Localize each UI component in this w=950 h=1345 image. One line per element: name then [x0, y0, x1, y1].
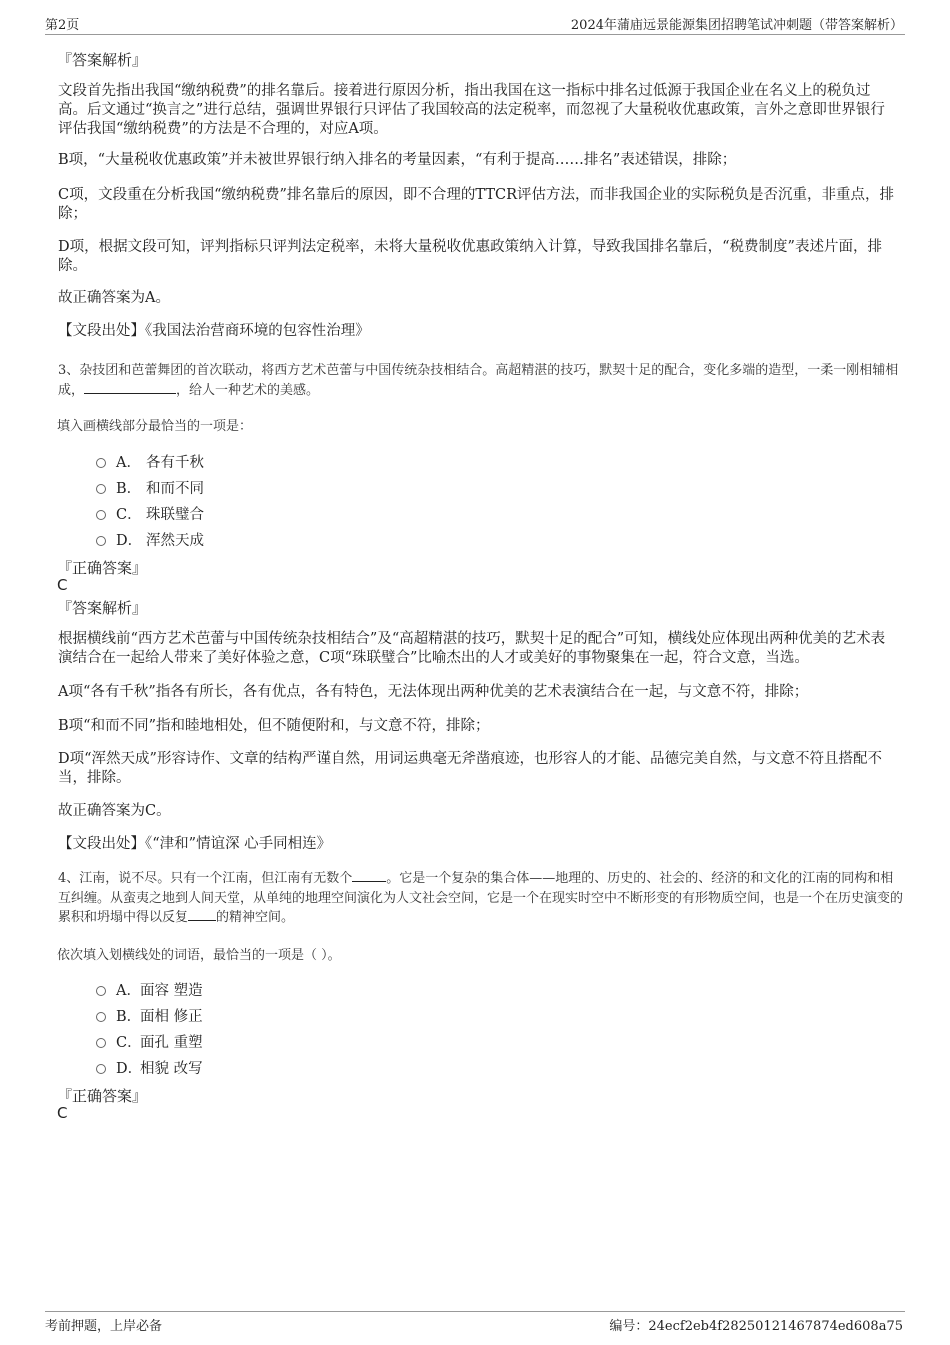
q3-stem-part1: 3、杂技团和芭蕾舞团的首次联动，将西方艺术芭蕾与中国传统杂技相结合。高超精湛的技巧，默契十足的配合，变化多端的造型，一柔一刚相辅相成， — [58, 363, 899, 398]
q2-analysis-p1: 文段首先指出我国“缴纳税费”的排名靠后。接着进行原因分析，指出我国在这一指标中排名过低源于我国企业在名义上的税负过高。后文通过“换言之”进行总结，强调世界银行只评估了我国较高的法定税率，而忽视了大量税收优惠政策，言外之意即世界银行评估我国“缴纳税费”的方法是不合理的，对应A项。 — [58, 83, 885, 137]
q3-option-a[interactable]: A． 各有千秋 — [96, 451, 204, 472]
q3-analysis-p1: 根据横线前“西方艺术芭蕾与中国传统杂技相结合”及“高超精湛的技巧，默契十足的配合”可知，横线处应体现出两种优美的艺术表演结合在一起给人带来了美好体验之意，C项“珠联璧合”比喻杰出的人才或美好的事物聚集在一起，符合文意，当选。 — [58, 631, 886, 666]
q3-option-c[interactable]: C． 珠联璧合 — [96, 503, 204, 524]
document-code: 编号：24ecf2eb4f28250121467874ed608a75 — [609, 1319, 903, 1334]
q4-option-d[interactable]: D．相貌 改写 — [96, 1057, 203, 1078]
correct-answer-label: 『正确答案』 — [57, 559, 148, 577]
document-title: 2024年蒲庙远景能源集团招聘笔试冲刺题（带答案解析） — [570, 18, 903, 33]
q4-blank-1 — [352, 869, 386, 882]
radio-icon[interactable] — [96, 1064, 106, 1074]
radio-icon[interactable] — [96, 536, 106, 546]
radio-icon[interactable] — [96, 1012, 106, 1022]
page-header — [45, 14, 905, 35]
q4-answer: C — [57, 1104, 68, 1122]
page-number: 第2页 — [45, 18, 80, 33]
q4-prompt: 依次填入划横线处的词语，最恰当的一项是（ ）。 — [57, 948, 341, 963]
radio-icon[interactable] — [96, 1038, 106, 1048]
q3-stem-part2: ，给人一种艺术的美感。 — [176, 382, 320, 398]
q4-option-c[interactable]: C．面孔 重塑 — [96, 1031, 203, 1052]
analysis-label: 『答案解析』 — [57, 51, 148, 69]
q3-blank — [84, 381, 176, 394]
footer-slogan: 考前押题，上岸必备 — [45, 1319, 163, 1334]
q3-option-b[interactable]: B． 和而不同 — [96, 477, 204, 498]
q3-analysis-p2: A项“各有千秋”指各有所长，各有优点，各有特色，无法体现出两种优美的艺术表演结合在一起，与文意不符，排除； — [58, 684, 809, 700]
q4-stem-part1: 4、江南，说不尽。只有一个江南，但江南有无数个 — [58, 871, 353, 886]
radio-icon[interactable] — [96, 510, 106, 520]
q4-option-b[interactable]: B．面相 修正 — [96, 1005, 203, 1026]
q3-option-d[interactable]: D． 浑然天成 — [96, 529, 204, 550]
q4-stem-part2: 。它是一个复杂的集合体——地理的、历史的、社会的、经济的和文化的江南的同构和相互纠缠。从蛮夷之地到人间天堂，从单纯的地理空间演化为人文社会空间，它是一个在现实时空中不断形变的有形物质空间，也是一个在历史演变的累积和坍塌中得以反复 — [58, 871, 904, 925]
page-footer — [45, 1311, 905, 1334]
q4-option-a[interactable]: A．面容 塑造 — [96, 979, 203, 1000]
radio-icon[interactable] — [96, 484, 106, 494]
q3-analysis-p3: B项“和而不同”指和睦地相处，但不随便附和，与文意不符，排除； — [58, 718, 490, 734]
q4-stem — [58, 869, 903, 928]
q3-stem — [58, 361, 903, 400]
q2-analysis-p4: D项，根据文段可知，评判指标只评判法定税率，未将大量税收优惠政策纳入计算，导致我国排名靠后，“税费制度”表述片面，排除。 — [58, 239, 882, 274]
q3-prompt: 填入画横线部分最恰当的一项是： — [57, 419, 253, 434]
q3-source: 【文段出处】《“津和”情谊深 心手同相连》 — [58, 836, 332, 852]
q3-conclusion: 故正确答案为C。 — [58, 803, 171, 819]
radio-icon[interactable] — [96, 986, 106, 996]
q4-stem-part3: 的精神空间。 — [216, 910, 295, 925]
q3-analysis-p4: D项“浑然天成”形容诗作、文章的结构严谨自然，用词运典毫无斧凿痕迹，也形容人的才能、品德完美自然，与文意不符且搭配不当，排除。 — [58, 751, 882, 786]
q2-analysis-p2: B项，“大量税收优惠政策”并未被世界银行纳入排名的考量因素，“有利于提高……排名”表述错误，排除； — [58, 152, 737, 168]
analysis-label: 『答案解析』 — [57, 599, 148, 617]
correct-answer-label: 『正确答案』 — [57, 1087, 148, 1105]
q2-conclusion: 故正确答案为A。 — [58, 290, 170, 306]
q4-blank-2 — [188, 908, 216, 921]
q3-answer: C — [57, 576, 68, 594]
q2-analysis-p3: C项，文段重在分析我国“缴纳税费”排名靠后的原因，即不合理的TTCR评估方法，而非我国企业的实际税负是否沉重，非重点，排除； — [58, 187, 895, 222]
q2-source: 【文段出处】《我国法治营商环境的包容性治理》 — [58, 323, 370, 339]
radio-icon[interactable] — [96, 458, 106, 468]
